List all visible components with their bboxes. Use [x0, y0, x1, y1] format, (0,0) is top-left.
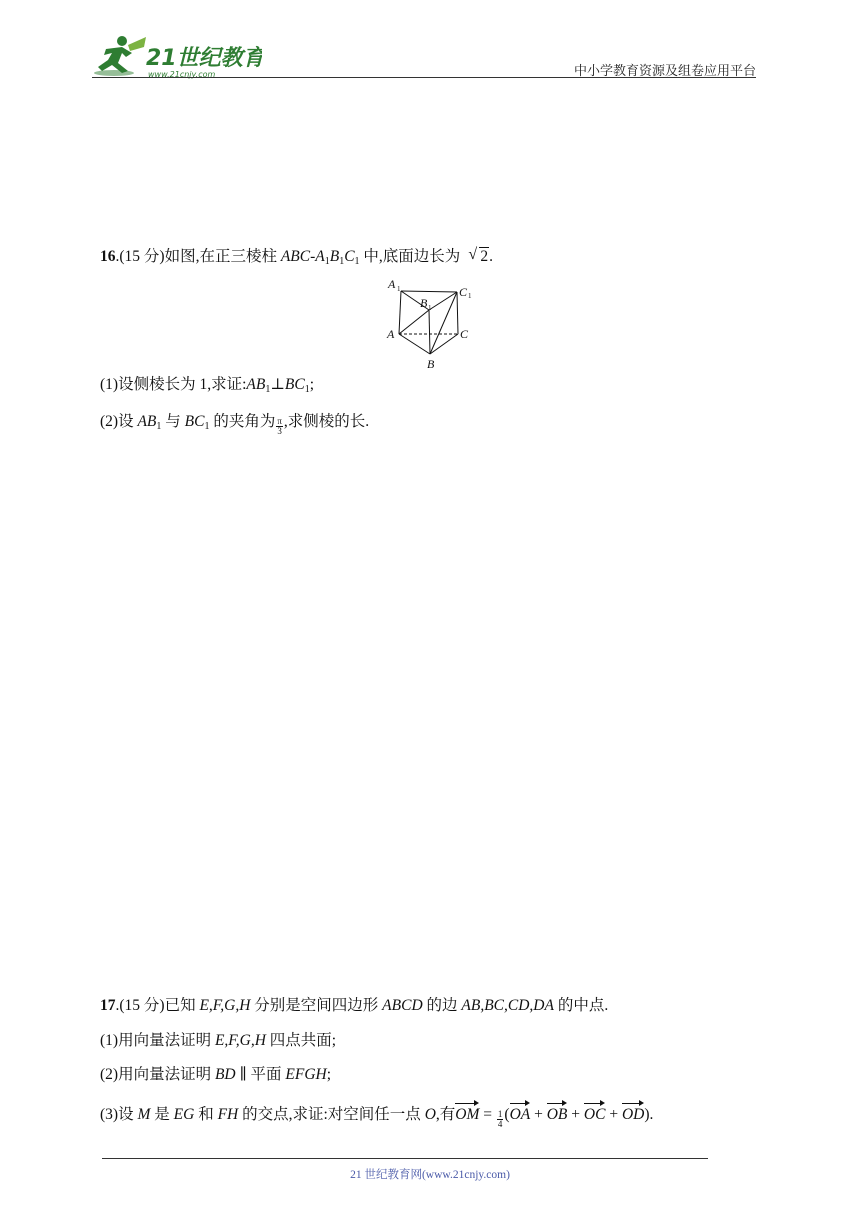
radical-sign: √	[468, 246, 478, 263]
vector-ob: OB	[547, 1100, 568, 1126]
q17-part2-bd: BD	[214, 1066, 236, 1083]
q16-part2-end: ,求侧棱的长.	[283, 413, 370, 430]
q17-part2-mid: ∥ 平面	[235, 1066, 286, 1083]
q16-intro: .(15 分)如图,在正三棱柱	[115, 248, 281, 265]
q16-part2-prefix: (2)设	[100, 413, 138, 430]
label-c: C	[460, 327, 469, 341]
radicand: 2	[480, 248, 489, 265]
q16-sub: 1	[265, 384, 271, 395]
prism-diagram	[382, 276, 482, 374]
fraction-denominator: 3	[277, 426, 282, 436]
label-b1: B	[420, 296, 428, 310]
q17-part1-prefix: (1)用向量法证明	[100, 1032, 215, 1049]
q16-sub: 1	[204, 421, 210, 432]
left-paren: (	[504, 1106, 510, 1123]
vector-oa: OA	[510, 1100, 531, 1126]
q17-part2-prefix: (2)用向量法证明	[100, 1066, 215, 1083]
vector-od: OD	[622, 1100, 644, 1126]
label-c1-sub: 1	[468, 292, 472, 300]
plus-sign: +	[530, 1106, 547, 1123]
q17-part1-end: 四点共面;	[265, 1032, 337, 1049]
q16-sub: 1	[324, 256, 330, 267]
q17-number: 17	[100, 997, 116, 1014]
q17-stem	[100, 995, 608, 1017]
q17-intro: .(15 分)已知	[115, 997, 200, 1014]
q16-sub: 1	[354, 256, 360, 267]
q16-stem	[100, 246, 493, 268]
q17-part2	[100, 1064, 331, 1086]
q17-edges: AB,BC,CD,DA	[461, 997, 554, 1014]
q17-stem-mid2: 的边	[422, 997, 462, 1014]
q17-part3-text: 和	[194, 1106, 218, 1123]
q16-prism-b: B	[329, 248, 340, 265]
sqrt-expression	[468, 246, 489, 268]
q16-part1	[100, 374, 314, 396]
plus-sign: +	[605, 1106, 622, 1123]
fraction-numerator: 1	[497, 1109, 503, 1119]
label-b1-sub: 1	[428, 304, 432, 312]
footer-link[interactable]: 21 世纪教育网(www.21cnjy.com)	[350, 1169, 510, 1181]
q16-period: .	[489, 248, 493, 265]
q16-part2-mid: 与	[161, 413, 185, 430]
q16-stem-tail: 中,底面边长为	[359, 248, 461, 265]
fraction-one-quarter	[497, 1110, 504, 1129]
fraction-numerator: π	[277, 416, 282, 426]
prism-figure	[382, 276, 482, 374]
plus-sign: +	[567, 1106, 584, 1123]
q17-quadrilateral: ABCD	[382, 997, 423, 1014]
label-a1-sub: 1	[397, 285, 401, 293]
q17-part1	[100, 1030, 336, 1052]
vector-oc: OC	[584, 1100, 606, 1126]
q16-prism-c: C	[344, 248, 355, 265]
q17-stem-end: 的中点.	[553, 997, 609, 1014]
q16-sub: 1	[156, 421, 162, 432]
q16-sub: 1	[304, 384, 310, 395]
q16-sub: 1	[339, 256, 345, 267]
q17-part2-plane: EFGH	[285, 1066, 327, 1083]
q16-prism-name: ABC-A	[280, 248, 325, 265]
header-divider	[92, 77, 756, 78]
q17-part2-end: ;	[326, 1066, 332, 1083]
fraction-pi-over-3	[276, 417, 283, 436]
q17-part1-points: E,F,G,H	[214, 1032, 266, 1049]
q17-part3	[100, 1100, 653, 1129]
logo-text: 21世纪教育	[146, 46, 262, 71]
q16-number: 16	[100, 248, 116, 265]
equals-sign: =	[479, 1106, 496, 1123]
perpendicular-symbol: ⊥	[270, 376, 285, 393]
q17-part3-text: 的交点,求证:对空间任一点	[238, 1106, 425, 1123]
q16-part2-ab: AB	[137, 413, 157, 430]
q17-part3-fh: FH	[217, 1106, 239, 1123]
footer-divider	[102, 1158, 708, 1159]
label-c1: C	[459, 285, 468, 299]
q16-part2-bc: BC	[184, 413, 205, 430]
q17-part3-text: 是	[150, 1106, 174, 1123]
q17-part3-m: M	[137, 1106, 151, 1123]
q17-part3-o: O	[424, 1106, 436, 1123]
logo-url: www.21cnjy.com	[148, 70, 216, 79]
label-b: B	[427, 357, 435, 371]
header-platform-title: 中小学教育资源及组卷应用平台	[573, 63, 756, 78]
q16-part1-ab: AB	[246, 376, 266, 393]
q17-points: E,F,G,H	[199, 997, 251, 1014]
label-a1: A	[388, 277, 396, 291]
q17-part3-prefix: (3)设	[100, 1106, 138, 1123]
label-a: A	[387, 327, 395, 341]
q17-stem-mid: 分别是空间四边形	[250, 997, 383, 1014]
right-paren-end: ).	[644, 1106, 654, 1123]
q16-part1-bc: BC	[284, 376, 305, 393]
vector-om: OM	[455, 1100, 479, 1126]
q17-part3-text: ,有	[435, 1106, 456, 1123]
q16-part2	[100, 411, 369, 436]
fraction-denominator: 4	[497, 1119, 503, 1129]
logo	[92, 33, 262, 81]
logo-runner-icon	[92, 33, 262, 81]
q17-part3-eg: EG	[173, 1106, 195, 1123]
q16-part1-prefix: (1)设侧棱长为 1,求证:	[100, 376, 247, 393]
q16-part2-angle-text: 的夹角为	[209, 413, 276, 430]
q16-part1-end: ;	[309, 376, 315, 393]
